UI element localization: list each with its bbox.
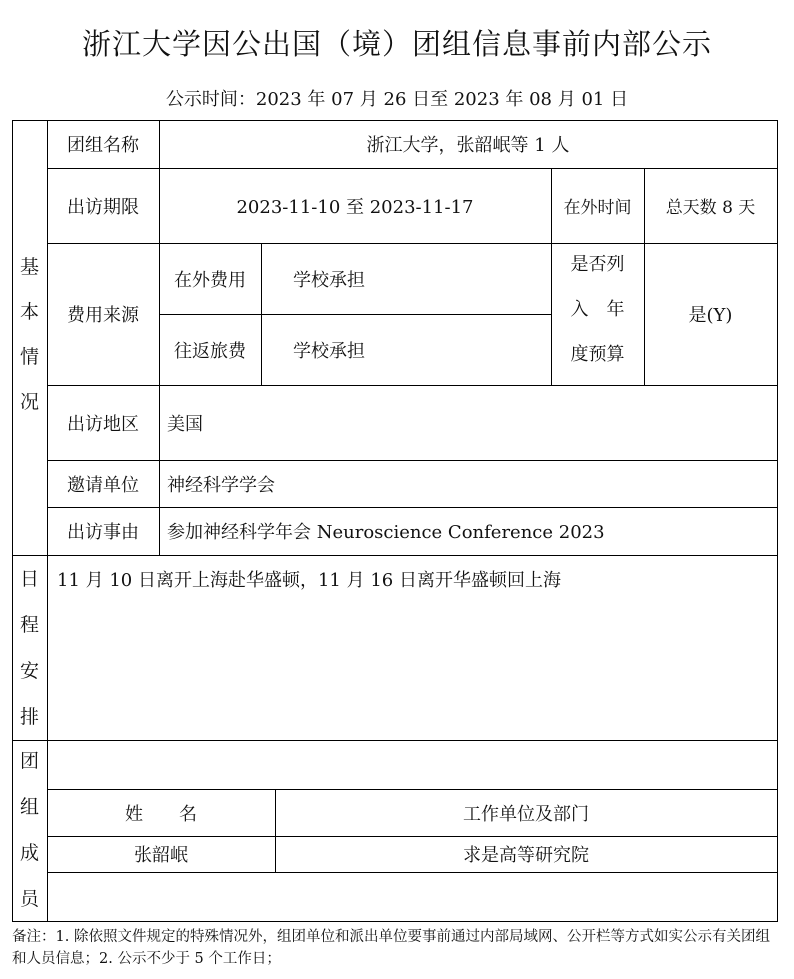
schedule-text: 11 月 10 日离开上海赴华盛顿，11 月 16 日离开华盛顿回上海	[57, 570, 561, 591]
budget-label: 是否列 入 年 度预算	[570, 254, 625, 365]
page-title: 浙江大学因公出国（境）团组信息事前内部公示	[81, 27, 712, 61]
fee-travel-label: 往返旅费	[174, 340, 246, 362]
visit-period-label: 出访期限	[67, 196, 139, 218]
visit-period-value: 2023-11-10 至 2023-11-17	[236, 196, 474, 218]
member-dept-header: 工作单位及部门	[463, 803, 589, 825]
fee-source-label: 费用来源	[67, 305, 139, 326]
destination-label: 出访地区	[67, 413, 139, 435]
group-name-value: 浙江大学，张韶岷等 1 人	[366, 135, 570, 156]
section-schedule-label: 日 程 安 排	[19, 568, 39, 728]
member-name: 张韶岷	[134, 845, 188, 866]
member-dept: 求是高等研究院	[463, 845, 589, 866]
section-line	[12, 740, 778, 741]
table-border-right	[777, 120, 778, 922]
inviter-label: 邀请单位	[67, 474, 139, 496]
purpose-value: 参加神经科学年会 Neuroscience Conference 2023	[167, 522, 605, 543]
section-basic-label: 基 本 情 况	[19, 256, 39, 413]
destination-value: 美国	[167, 413, 203, 435]
member-name-header: 姓 名	[125, 803, 197, 825]
table-border-bottom	[12, 921, 778, 922]
section-members-label: 团 组 成 员	[19, 750, 39, 910]
fee-travel-value: 学校承担	[293, 340, 365, 362]
time-abroad-label: 在外时间	[563, 198, 632, 218]
fee-abroad-label: 在外费用	[174, 269, 246, 291]
purpose-label: 出访事由	[67, 522, 139, 543]
section-line	[12, 555, 778, 556]
footnote: 备注：1. 除依照文件规定的特殊情况外，组团单位和派出单位要事前通过内部局域网、公开栏等方式如实公示有关团组和人员信息；2. 公示不少于 5 个工作日；	[12, 929, 770, 967]
publish-time: 公示时间：2023 年 07 月 26 日至 2023 年 08 月 01 日	[165, 89, 629, 110]
fee-abroad-value: 学校承担	[293, 269, 365, 291]
inviter-value: 神经科学学会	[167, 474, 275, 496]
group-name-label: 团组名称	[67, 135, 139, 156]
time-abroad-value: 总天数 8 天	[665, 198, 756, 218]
budget-value: 是(Y)	[688, 305, 733, 326]
row-divider	[47, 872, 778, 873]
